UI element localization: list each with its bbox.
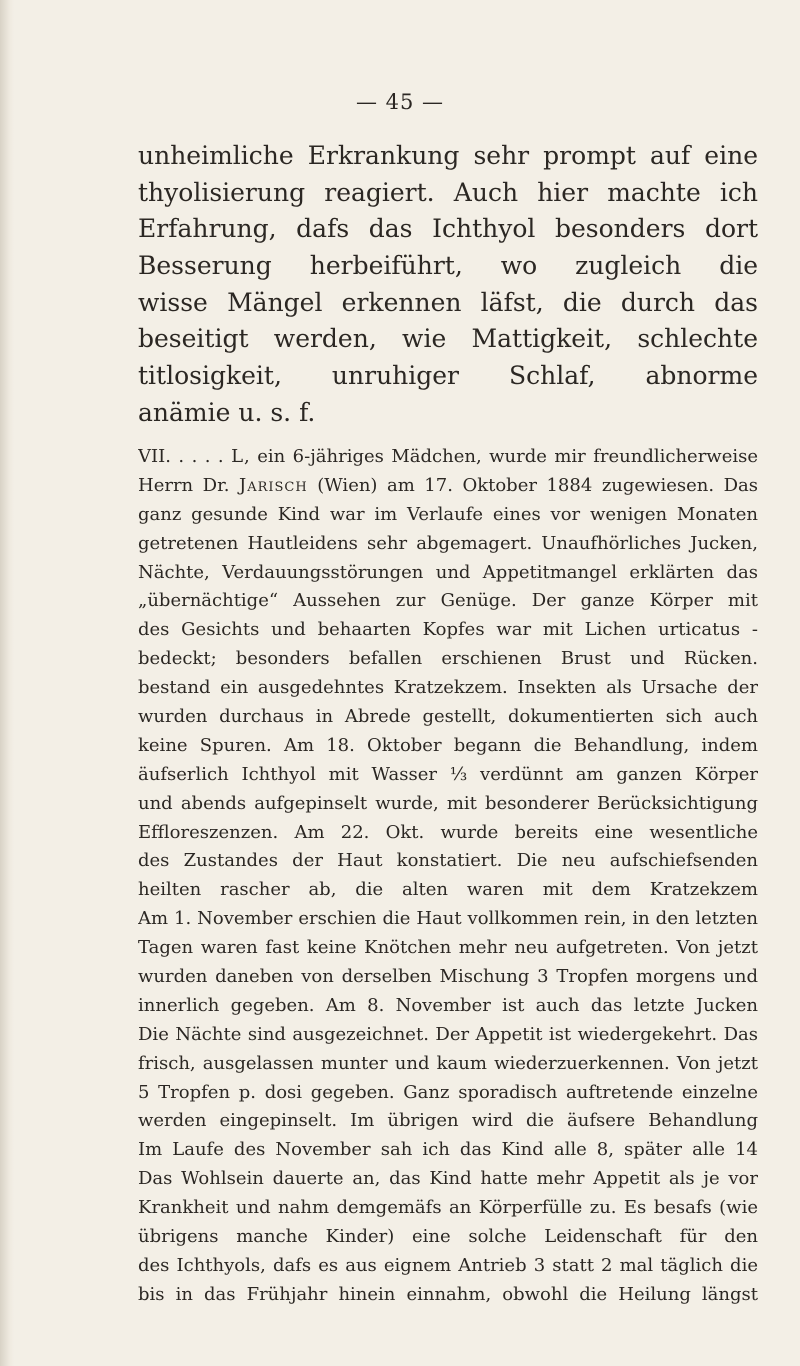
- text-line: Am 1. November erschien die Haut vollkommen rein, in den letzten: [138, 908, 758, 930]
- text-line: thyolisierung reagiert. Auch hier machte ich: [138, 177, 758, 207]
- patient-initial: L: [231, 446, 245, 467]
- case-report-paragraph: [138, 443, 758, 1310]
- text-line: bestand ein ausgedehntes Kratzekzem. Insekten als Ursache der: [138, 677, 758, 699]
- text-line: Tagen waren fast keine Knötchen mehr neu aufgetreten. Von jetzt: [138, 937, 758, 959]
- text-line: des Gesichts und behaarten Kopfes war mit Lichen urticatus -: [138, 619, 758, 641]
- text-line: „übernächtige“ Aussehen zur Genüge. Der ganze Körper mit: [138, 590, 758, 612]
- text-line: Im Laufe des November sah ich das Kind alle 8, später alle 14: [138, 1139, 758, 1161]
- text-line: keine Spuren. Am 18. Oktober begann die Behandlung, indem: [138, 734, 758, 756]
- text-line: äufserlich Ichthyol mit Wasser ⅓ verdünnt am ganzen Körper: [138, 763, 758, 785]
- text-line: Krankheit und nahm demgemäfs an Körperfülle zu. Es besafs (wie: [138, 1197, 758, 1219]
- text-line: Die Nächte sind ausgezeichnet. Der Appetit ist wiedergekehrt. Das: [138, 1023, 758, 1045]
- page-number: — 45 —: [355, 90, 445, 114]
- text-line: übrigens manche Kinder) eine solche Leidenschaft für den: [138, 1226, 758, 1248]
- text-line: werden eingepinselt. Im übrigen wird die äufsere Behandlung: [138, 1110, 758, 1132]
- text-line: [138, 443, 758, 472]
- text-line: beseitigt werden, wie Mattigkeit, schlechte: [138, 324, 758, 354]
- text-line: wurden daneben von derselben Mischung 3 Tropfen morgens und: [138, 966, 758, 988]
- text-line: Erfahrung, dafs das Ichthyol besonders dort: [138, 214, 758, 244]
- text-line: wurden durchaus in Abrede gestellt, dokumentierten sich auch: [138, 706, 758, 728]
- text-line: Besserung herbeiführt, wo zugleich die: [138, 251, 758, 281]
- text-fragment: Herrn Dr.: [138, 474, 239, 496]
- text-line: bis in das Frühjahr hinein einnahm, obwohl die Heilung längst: [138, 1283, 758, 1305]
- text-line: heilten rascher ab, die alten waren mit dem Kratzekzem: [138, 879, 758, 901]
- text-line: titlosigkeit, unruhiger Schlaf, abnorme: [138, 361, 758, 391]
- case-number: VII. . . . .: [138, 446, 232, 467]
- text-line: wisse Mängel erkennen läfst, die durch das: [138, 287, 758, 317]
- text-line: frisch, ausgelassen munter und kaum wiederzuerkennen. Von jetzt: [138, 1052, 758, 1074]
- text-fragment: (Wien) am 17. Oktober 1884 zugewiesen. Das: [317, 474, 758, 496]
- text-line: 5 Tropfen p. dosi gegeben. Ganz sporadisch auftretende einzelne: [138, 1081, 758, 1103]
- text-fragment: , ein 6-jähriges Mädchen, wurde mir freundlicherweise: [244, 446, 758, 467]
- text-line: anämie u. s. f.: [138, 397, 316, 427]
- page-edge-shadow: [0, 0, 14, 1366]
- text-line: [138, 472, 758, 501]
- text-line: Effloreszenzen. Am 22. Okt. wurde bereits eine wesentliche: [138, 821, 758, 843]
- doctor-name: Jarisch: [238, 474, 308, 496]
- text-line: ganz gesunde Kind war im Verlaufe eines vor wenigen Monaten: [138, 503, 758, 525]
- text-line: getretenen Hautleidens sehr abgemagert. Unaufhörliches Jucken,: [138, 532, 758, 554]
- text-line: und abends aufgepinselt wurde, mit besonderer Berücksichtigung: [138, 792, 758, 814]
- intro-paragraph: [138, 138, 758, 432]
- text-line: innerlich gegeben. Am 8. November ist auch das letzte Jucken: [138, 994, 758, 1016]
- text-line: bedeckt; besonders befallen erschienen Brust und Rücken.: [138, 648, 758, 670]
- text-line: Das Wohlsein dauerte an, das Kind hatte mehr Appetit als je vor: [138, 1168, 758, 1190]
- text-line: Nächte, Verdauungsstörungen und Appetitmangel erklärten das: [138, 561, 758, 583]
- text-line: unheimliche Erkrankung sehr prompt auf eine: [138, 141, 758, 170]
- text-line: des Ichthyols, dafs es aus eignem Antrieb 3 statt 2 mal täglich die: [138, 1254, 758, 1276]
- text-line: des Zustandes der Haut konstatiert. Die neu aufschiefsenden: [138, 850, 758, 872]
